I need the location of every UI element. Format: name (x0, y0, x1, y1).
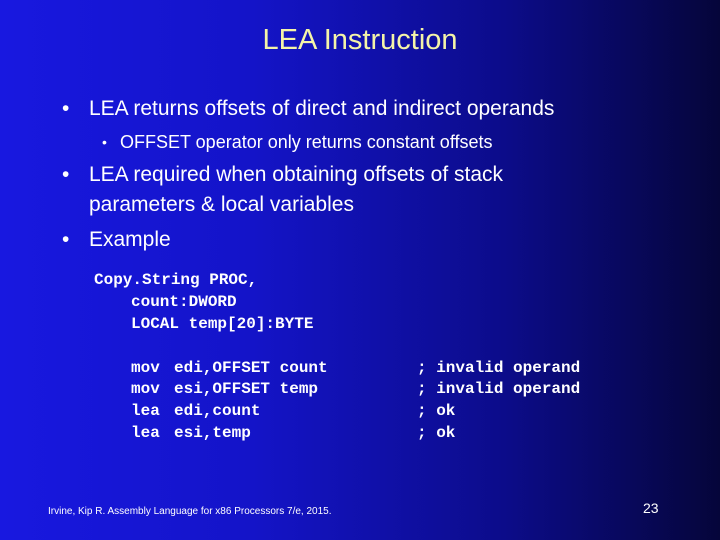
code-instr-args-2: esi,OFFSET temp (174, 380, 319, 398)
code-instr-args-3: edi,count (174, 402, 261, 420)
bullet-lea-required (62, 162, 504, 188)
code-instr-comment-4: ; ok (417, 424, 456, 442)
bullet-continuation (89, 192, 354, 218)
code-proc-line-1: Copy.String PROC, (94, 271, 258, 289)
slide-title: LEA Instruction (262, 24, 458, 56)
code-instr-op-3: lea (131, 402, 160, 420)
bullet-lea-offsets (62, 96, 555, 122)
code-instr-args-4: esi,temp (174, 424, 251, 442)
page-number: 23 (643, 500, 659, 516)
bullet-text: Example (89, 228, 171, 251)
bullet-marker: • (102, 134, 107, 150)
code-instr-args-1: edi,OFFSET count (174, 359, 328, 377)
code-instr-comment-3: ; ok (417, 402, 456, 420)
bullet-marker: • (62, 163, 70, 186)
bullet-text: OFFSET operator only returns constant offsets (120, 132, 493, 152)
code-instr-comment-2: ; invalid operand (417, 380, 581, 398)
code-instr-op-4: lea (131, 424, 160, 442)
code-instr-op-1: mov (131, 359, 160, 377)
code-proc-line-3: LOCAL temp[20]:BYTE (131, 315, 314, 333)
code-instr-op-2: mov (131, 380, 160, 398)
code-instr-comment-1: ; invalid operand (417, 359, 581, 377)
bullet-marker: • (62, 228, 70, 251)
code-proc-line-2: count:DWORD (131, 293, 237, 311)
bullet-text: LEA required when obtaining offsets of stack (89, 163, 504, 186)
bullet-marker: • (62, 97, 70, 120)
sub-bullet-offset-operator (102, 131, 493, 153)
bullet-text: LEA returns offsets of direct and indirect operands (89, 97, 555, 120)
bullet-text: parameters & local variables (89, 193, 354, 216)
footer-citation: Irvine, Kip R. Assembly Language for x86 Processors 7/e, 2015. (48, 506, 332, 517)
bullet-example (62, 227, 171, 253)
